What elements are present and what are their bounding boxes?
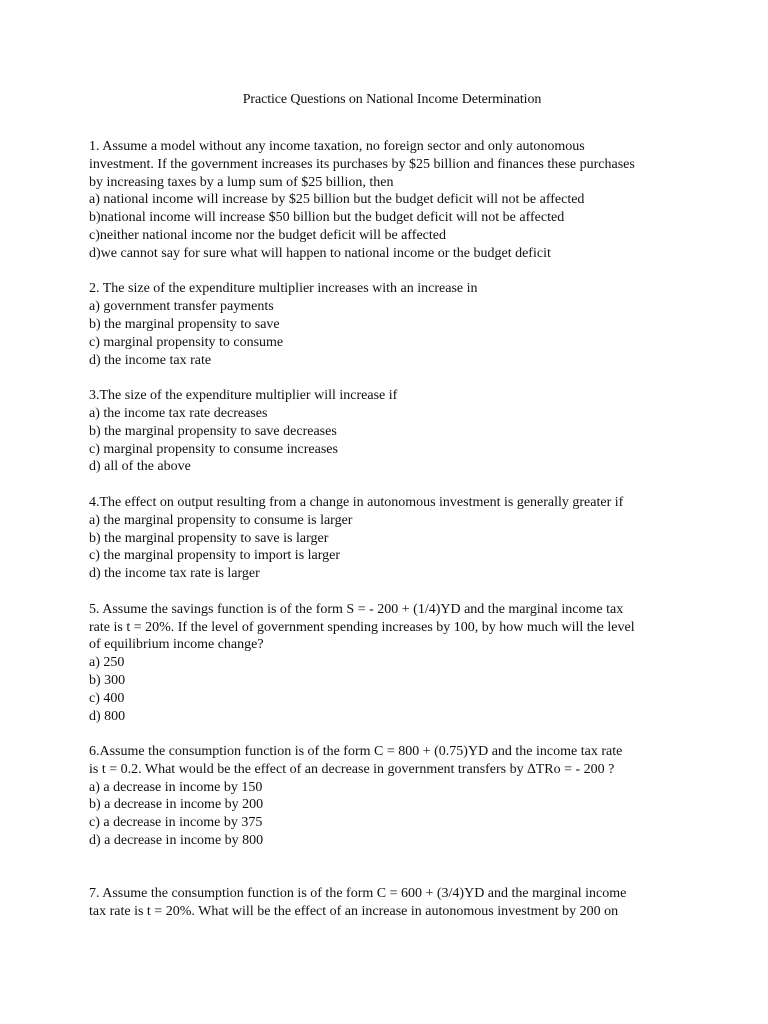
- answer-option: b)national income will increase $50 billion but the budget deficit will not be affected: [89, 210, 565, 226]
- question-5: [89, 601, 689, 726]
- answer-option: a) the marginal propensity to consume is larger: [89, 512, 353, 528]
- question-2: [89, 280, 689, 369]
- answer-option: d) all of the above: [89, 459, 191, 475]
- question-line: 4.The effect on output resulting from a change in autonomous investment is generally greater if: [89, 494, 624, 510]
- answer-option: b) the marginal propensity to save decreases: [89, 423, 337, 439]
- question-line: is t = 0.2. What would be the effect of an decrease in government transfers by ∆TRo = - 200 ?: [89, 761, 615, 777]
- question-line: 7. Assume the consumption function is of the form C = 600 + (3/4)YD and the marginal income: [89, 886, 627, 902]
- answer-option: c) marginal propensity to consume: [89, 334, 284, 350]
- question-3: [89, 387, 689, 476]
- answer-option: d) 800: [89, 708, 126, 724]
- answer-option: c) a decrease in income by 375: [89, 815, 263, 831]
- answer-option: c) the marginal propensity to import is larger: [89, 548, 341, 564]
- answer-option: a) the income tax rate decreases: [89, 405, 268, 421]
- answer-option: d)we cannot say for sure what will happen to national income or the budget deficit: [89, 245, 551, 261]
- answer-option: a) a decrease in income by 150: [89, 779, 263, 795]
- answer-option: a) government transfer payments: [89, 299, 274, 315]
- question-line: 6.Assume the consumption function is of the form C = 800 + (0.75)YD and the income tax rate: [89, 744, 623, 760]
- question-1: [89, 138, 689, 263]
- question-4: [89, 494, 689, 583]
- answer-option: d) the income tax rate is larger: [89, 566, 260, 582]
- question-line: of equilibrium income change?: [89, 637, 264, 653]
- question-line: by increasing taxes by a lump sum of $25 billion, then: [89, 174, 394, 190]
- answer-option: a) national income will increase by $25 billion but the budget deficit will not be affected: [89, 192, 585, 208]
- questions-body: [89, 138, 689, 939]
- answer-option: a) 250: [89, 655, 125, 671]
- answer-option: b) the marginal propensity to save is larger: [89, 530, 329, 546]
- question-line: tax rate is t = 20%. What will be the effect of an increase in autonomous investment by 200 on: [89, 904, 619, 920]
- answer-option: c)neither national income nor the budget deficit will be affected: [89, 227, 446, 243]
- question-line: 1. Assume a model without any income taxation, no foreign sector and only autonomous: [89, 139, 585, 154]
- question-line: investment. If the government increases its purchases by $25 billion and finances these purchases: [89, 156, 635, 172]
- question-line: 2. The size of the expenditure multiplier increases with an increase in: [89, 281, 478, 297]
- answer-option: b) the marginal propensity to save: [89, 316, 280, 332]
- question-line: 5. Assume the savings function is of the form S = - 200 + (1/4)YD and the marginal income tax: [89, 601, 624, 617]
- answer-option: d) the income tax rate: [89, 352, 212, 368]
- answer-option: d) a decrease in income by 800: [89, 833, 264, 849]
- answer-option: c) 400: [89, 690, 125, 706]
- question-6: [89, 743, 689, 850]
- question-7: [89, 885, 689, 921]
- answer-option: c) marginal propensity to consume increases: [89, 441, 338, 457]
- answer-option: b) a decrease in income by 200: [89, 797, 264, 813]
- document-title: Practice Questions on National Income Determination: [242, 92, 542, 107]
- answer-option: b) 300: [89, 672, 126, 688]
- question-line: 3.The size of the expenditure multiplier will increase if: [89, 388, 398, 404]
- question-line: rate is t = 20%. If the level of government spending increases by 100, by how much will the level: [89, 619, 635, 635]
